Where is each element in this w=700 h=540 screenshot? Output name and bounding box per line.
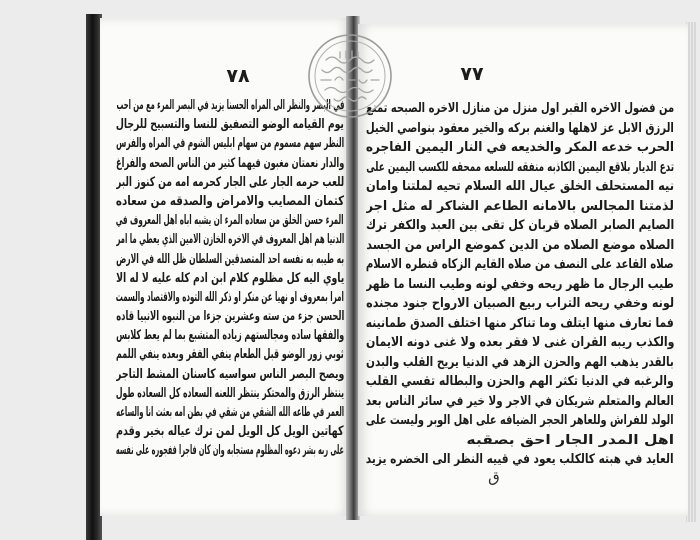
text-line	[116, 402, 344, 421]
line-text: في البصر والنظر الى المراه الحسنا يزيد في البصر المرء مع من احب	[116, 98, 344, 113]
line-text: فما تعارف منها ايتلف وما تناكر منها اختلف الصدق طمانينه	[366, 315, 674, 331]
text-line	[116, 133, 344, 152]
line-text: الولد للفراش وللعاهر الحجر الضيافه على اهل الوبر وليست على	[366, 413, 674, 428]
line-text: طيب الرجال ما ظهر ريحه وخفي لونه وطيب النسا ما ظهر	[366, 276, 674, 292]
line-text: العمر في طاعه الله الشقي من شقي في بطن امه بعثت انا والساعه	[116, 405, 344, 420]
line-text: والفقها ساده ومجالستهم زياده المتشبع بما لم يعط كلابس	[116, 328, 344, 344]
line-text: العالم والمتعلم شريكان في الاجر ولا خير في سائر الناس بعد	[366, 393, 674, 409]
seal-outer-ring	[309, 35, 391, 117]
line-text: به طيبه به نفسه احد المتصدقين السلطان ظل الله في الارض	[116, 251, 344, 267]
text-line	[116, 325, 344, 344]
text-line	[366, 274, 674, 294]
text-line	[116, 153, 344, 172]
text-line	[116, 421, 344, 440]
line-text: العايد في هبته كالكلب يعود في قييه النظر الى الخضره يزيد	[366, 452, 674, 467]
line-text: النظر سهم مسموم من سهام ابليس الشوم في المراه والفرس	[116, 136, 344, 152]
right-page	[358, 24, 688, 516]
line-text: الدنيا هم اهل المعروف في الاخره الخازن الامين الذي يعطي ما امر	[116, 232, 344, 248]
line-text: بالقدر يذهب الهم والحزن الزهد في الدنيا يريح القلب والبدن	[366, 354, 674, 370]
text-line	[116, 268, 344, 287]
text-line	[116, 364, 344, 383]
text-line	[116, 344, 344, 363]
line-text: ياوي اليه كل مظلوم كلام ابن ادم كله عليه لا له الا	[116, 270, 344, 286]
line-text: لونه وخفي ريحه التراب ربيع الصبيان الارواح جنود مجنده	[366, 296, 674, 311]
line-text: الحرب خدعه المكر والخديعه في النار اليمين الفاجره	[366, 140, 674, 155]
text-line	[366, 430, 674, 450]
text-line	[366, 176, 674, 196]
line-text: ثوبي زور الوضو قبل الطعام ينفي الفقر وبعده ينفي اللمم	[116, 347, 344, 363]
line-text: اهل المدر الجار احق بصقبه	[466, 432, 674, 448]
line-text: لذمتنا المجالس بالامانه الطاعم الشاكر له مثل اجر	[366, 198, 674, 214]
text-line	[116, 287, 344, 306]
text-line	[116, 191, 344, 210]
text-line	[116, 440, 344, 459]
line-text: على ربه بشر دعوه المظلوم مستجابه وان كان فاجرا ففجوره على نفسه	[116, 443, 344, 459]
line-text: كتمان المصايب والامراض والصدقه من سعاده	[116, 193, 344, 209]
seal-stamp	[304, 30, 396, 122]
text-line	[366, 196, 674, 216]
text-line	[366, 157, 674, 177]
line-text: الصايم الصابر الصلاه قربان كل تقى بين العبد والكفر ترك	[366, 218, 674, 233]
text-line	[366, 332, 674, 352]
text-line	[366, 391, 674, 411]
line-text: تدع الديار بلاقع اليمين الكاذبه منفقه للسلعه ممحقه للكسب اليمين على	[366, 159, 674, 175]
text-line	[366, 313, 674, 333]
line-text: والكذب ريبه القران غنى لا فقر بعده ولا غنى دونه الايمان	[366, 335, 674, 350]
text-line	[366, 118, 674, 138]
line-text: يوم القيامه الوضو التصفيق للنسا والتسبيح للرجال	[116, 117, 344, 133]
text-line	[116, 383, 344, 402]
line-text: صلاه القاعد على النصف من صلاه القايم الزكاه قنطره الاسلام	[366, 257, 674, 272]
text-line	[366, 235, 674, 255]
text-line	[366, 293, 674, 313]
text-line	[116, 306, 344, 325]
line-text: للعب حرمه الجار على الجار كحرمه امه من كنوز البر	[116, 174, 344, 190]
line-text: من فضول الاخره القبر اول منزل من منازل الاخره الصبحه تمنع	[366, 101, 674, 116]
line-text: نيه المستحلف الخلق عيال الله السلام تحيه لملتنا وامان	[366, 179, 674, 194]
line-text: ويصح البصر الناس سواسيه كاسنان المشط التاجر	[116, 366, 344, 382]
text-line	[116, 229, 344, 248]
text-line	[116, 249, 344, 268]
line-text: المرء حسن الخلق من سعاده المرء ان يشبه اباه اهل المعروف في	[116, 213, 344, 229]
text-line	[366, 352, 674, 372]
text-line	[116, 210, 344, 229]
line-text: كهاتين الويل كل الويل لمن ترك عياله بخير وقدم	[116, 424, 344, 440]
line-text: الصلاه موضع الصلاه من الدين كموضع الراس من الجسد	[366, 237, 674, 253]
text-line	[366, 137, 674, 157]
text-line	[366, 215, 674, 235]
line-text: ينتظر الرزق والمحتكر ينتظر اللعنه السعاده كل السعاده طول	[116, 385, 344, 401]
text-line	[366, 254, 674, 274]
text-line	[116, 172, 344, 191]
text-line	[366, 98, 674, 118]
text-line	[366, 449, 674, 469]
line-text: والدار نعمتان مغبون فيهما كثير من الناس الصحه والفراغ	[116, 155, 344, 171]
page-number-left: ٧٨	[226, 65, 250, 87]
line-text: امرا بمعروف او نهيا عن منكر او ذكر الله التوده والاقتصاد والسمت	[116, 289, 344, 305]
line-text: الحسن جزء من سته وعشرين جزءا من النبوه الانبيا قاده	[116, 309, 344, 325]
left-text-block	[116, 95, 344, 460]
catchword: ق	[488, 468, 500, 486]
text-line	[366, 410, 674, 430]
seal-inner-ring	[315, 41, 385, 111]
text-line	[366, 371, 674, 391]
seal-inscription	[321, 51, 379, 101]
line-text: الرزق الابل عز لاهلها والغنم بركه والخير معقود بنواصي الخيل	[366, 120, 674, 136]
page-number-right: ٧٧	[460, 63, 484, 85]
right-text-block	[366, 98, 674, 469]
line-text: والرغبه في الدنيا تكثر الهم والحزن والبطاله تقسي القلب	[366, 374, 674, 389]
